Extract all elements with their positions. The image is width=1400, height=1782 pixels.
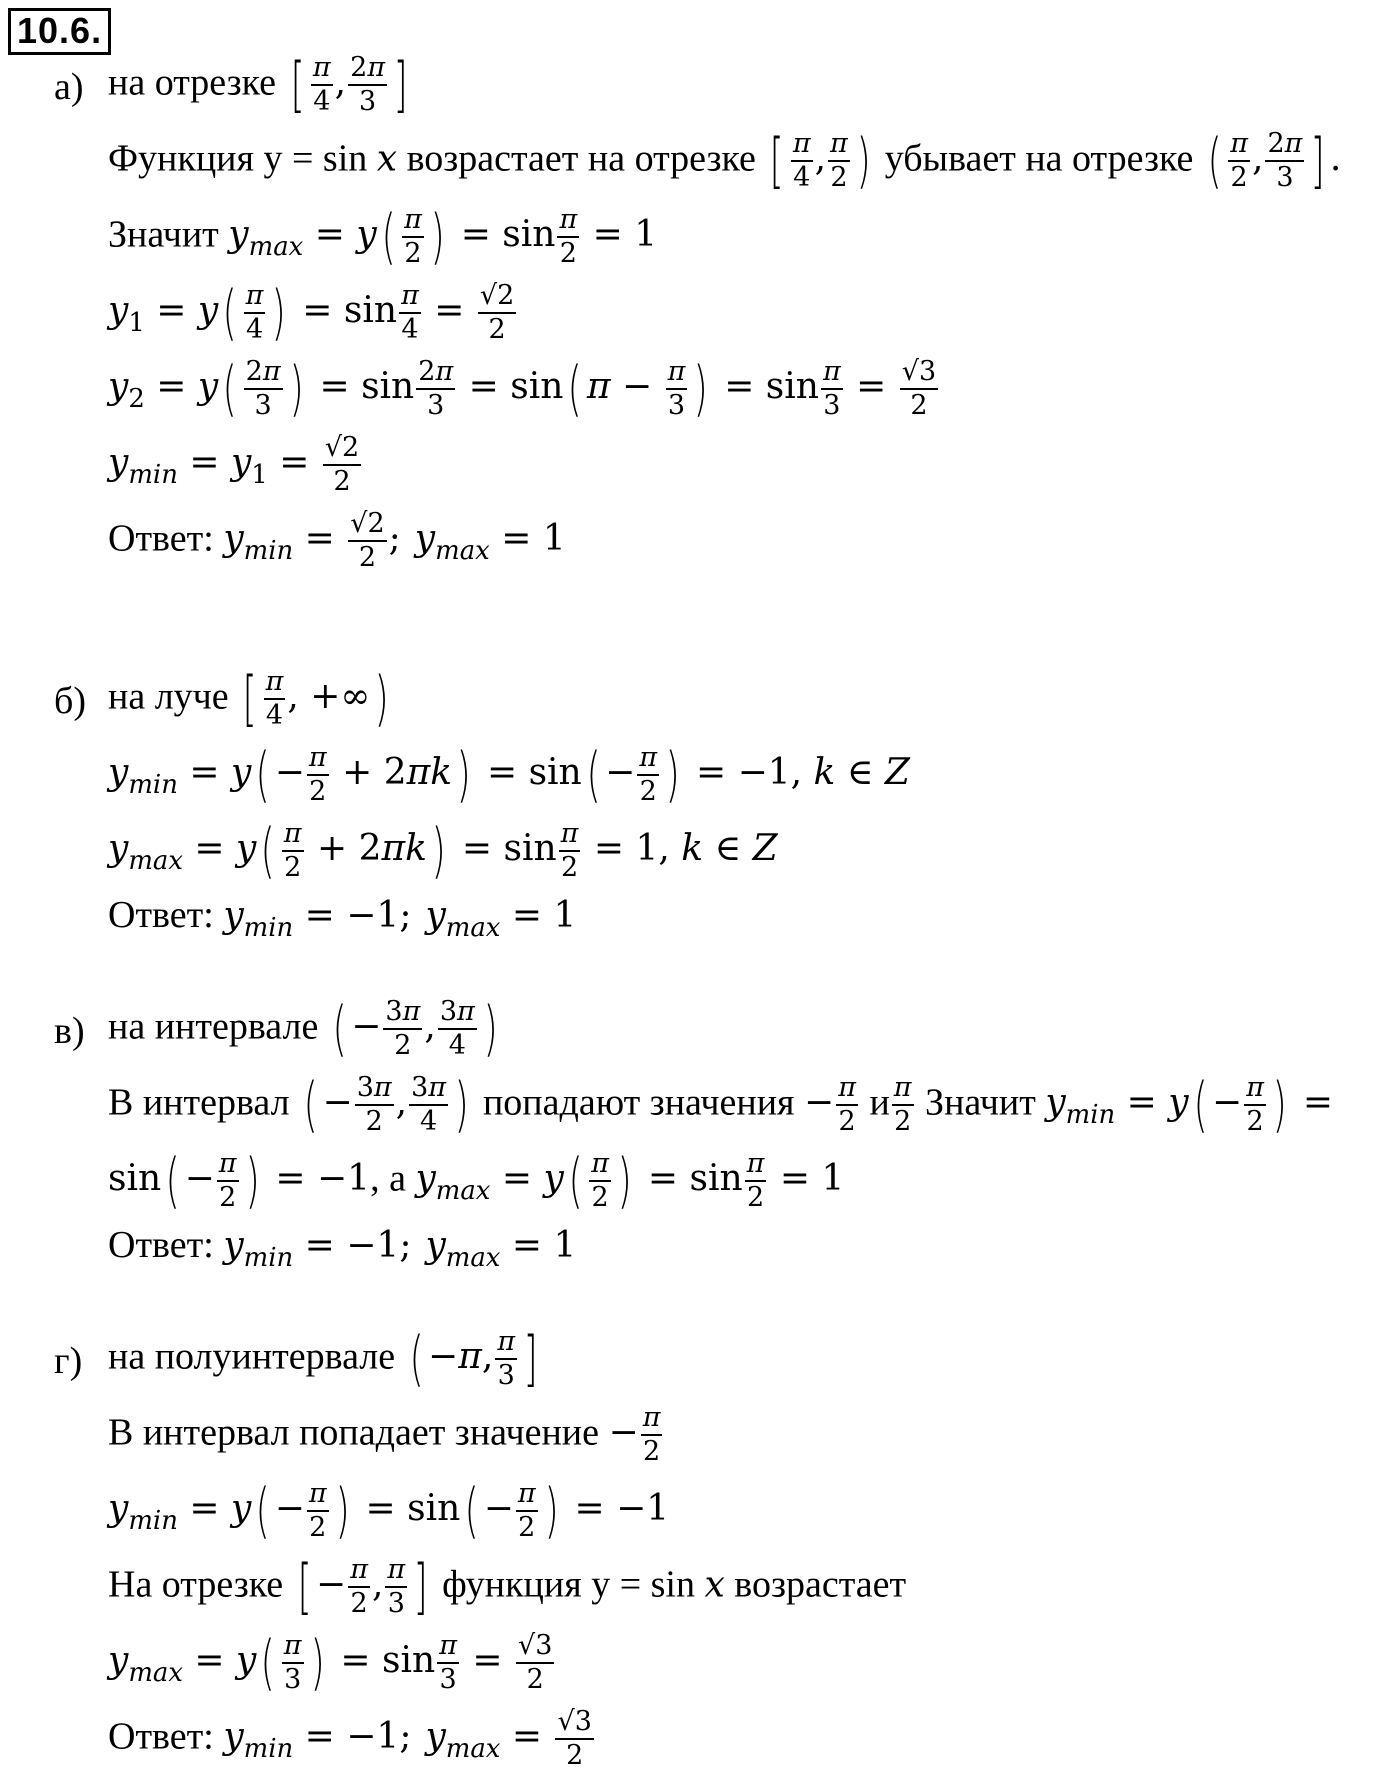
part-g-label: г) [54,1340,83,1382]
part-g-line-1: В интервал попадает значение − $\frac{\pi}{2}$ [108,1402,661,1468]
part-a-line-5: $y_{min} = y_1$ = $\frac{√2}{2}$ [108,432,360,498]
part-v-title: на интервале ( − $\frac{3\pi}{2}$ , $\frac{3\pi}{4}$ ) [108,994,498,1065]
text-segment: функция y = sin [442,1563,695,1606]
part-g-answer: Ответ: $y_{min} = -1$; $y_{max}$ = $\frac{√3}{2}$ [108,1706,592,1772]
part-g-line-2: $y_{min} = y$( − $\frac{\pi}{2}$ ) = sin( − $\frac{\pi}{2}$ ) = −1 [108,1476,670,1547]
problem-number: 10.6. [8,8,111,55]
text-segment: На отрезке [108,1563,284,1606]
text-segment: В интервал попадает значение [108,1411,600,1454]
part-a-title-text: на отрезке [108,61,276,104]
part-v-label: в) [54,1010,85,1052]
text-segment: убывает на отрезке [884,137,1194,180]
answer-label: Ответ: [108,517,214,560]
part-a-line-2: Значит $y_{max} = y$( $\frac{\pi}{2}$ ) = sin $\frac{\pi}{2}$ = 1 [108,202,658,273]
text-segment: попадают значения [482,1081,795,1124]
text-segment: возрастает [734,1563,907,1606]
part-b-line-2: $y_{max} = y$( $\frac{\pi}{2}$ + 2πk) = sin $\frac{\pi}{2}$ = 1, k ∈ Z [108,816,778,887]
text-segment: возрастает на отрезке [406,137,756,180]
answer-label: Ответ: [108,894,214,936]
part-v-answer: Ответ: $y_{min} = -1$; $y_{max} = 1$ [108,1224,577,1274]
part-g-title: на полуинтервале ( −π, $\frac{\pi}{3}$ ] [108,1324,538,1395]
text-segment: , а [370,1157,406,1200]
text-segment: В интервал [108,1081,290,1124]
part-b-title-text: на луче [108,675,229,718]
part-a-title: на отрезке [ $\frac{\pi}{4}$ , $\frac{2\pi}{3}$ ] [108,50,408,121]
part-g-line-4: $y_{max} = y$( $\frac{\pi}{3}$ ) = sin $\frac{\pi}{3}$ = $\frac{√3}{2}$ [108,1628,553,1699]
part-v-line-2: sin( − $\frac{\pi}{2}$ ) = −1, а $y_{max} = y$( $\frac{\pi}{2}$ ) = sin $\frac{\pi}{2}$ = 1 [108,1146,845,1217]
part-v-line-1: В интервал ( − $\frac{3\pi}{2}$ , $\frac{3\pi}{4}$ ) попадают значения − $\frac{\pi}{2}$ и $\frac{\pi}{2}$ Значит $y_{min} = y$( − $\frac{\pi}{2}$ ) = [108,1070,1333,1141]
part-b-label: б) [54,680,86,722]
part-a-line-4: $y_2 = y$( $\frac{2\pi}{3}$ ) = sin $\frac{2\pi}{3}$ = sin( π − $\frac{\pi}{3}$ ) = sin $\frac{\pi}{3}$ = $\frac{√3}{2}$ [108,354,937,425]
part-a-label: а) [54,66,84,108]
answer-label: Ответ: [108,1715,214,1758]
part-a-line-3: $y_1 = y$( $\frac{\pi}{4}$ ) = sin $\frac{\pi}{4}$ = $\frac{√2}{2}$ [108,278,515,349]
part-b-title: на луче [ $\frac{\pi}{4}$ , +∞) [108,664,390,735]
answer-label: Ответ: [108,1224,214,1266]
part-a-answer: Ответ: $y_{min}$ = $\frac{√2}{2}$ ; $y_{max} = 1$ [108,508,566,574]
text-segment: Функция y = sin [108,137,368,180]
text-segment: Значит [108,213,219,256]
text-segment: Значит [925,1081,1036,1124]
part-g-title-text: на полуинтервале [108,1335,396,1378]
part-b-line-1: $y_{min} = y$( − $\frac{\pi}{2}$ + 2πk) = sin( − $\frac{\pi}{2}$ ) = −1, k ∈ Z [108,740,910,811]
part-a-line-1: Функция y = sin x возрастает на отрезке [ $\frac{\pi}{4}$ , $\frac{\pi}{2}$ ) убывает на отрезке ( $\frac{\pi}{2}$ , $\frac{2\pi}{3}$ ] . [108,126,1342,197]
part-g-line-3: На отрезке [ − $\frac{\pi}{2}$ , $\frac{\pi}{3}$ ] функция y = sin x возрастает [108,1552,907,1623]
part-v-title-text: на интервале [108,1005,319,1048]
text-segment: и [869,1081,890,1124]
part-b-answer: Ответ: $y_{min} = -1$; $y_{max} = 1$ [108,894,577,944]
